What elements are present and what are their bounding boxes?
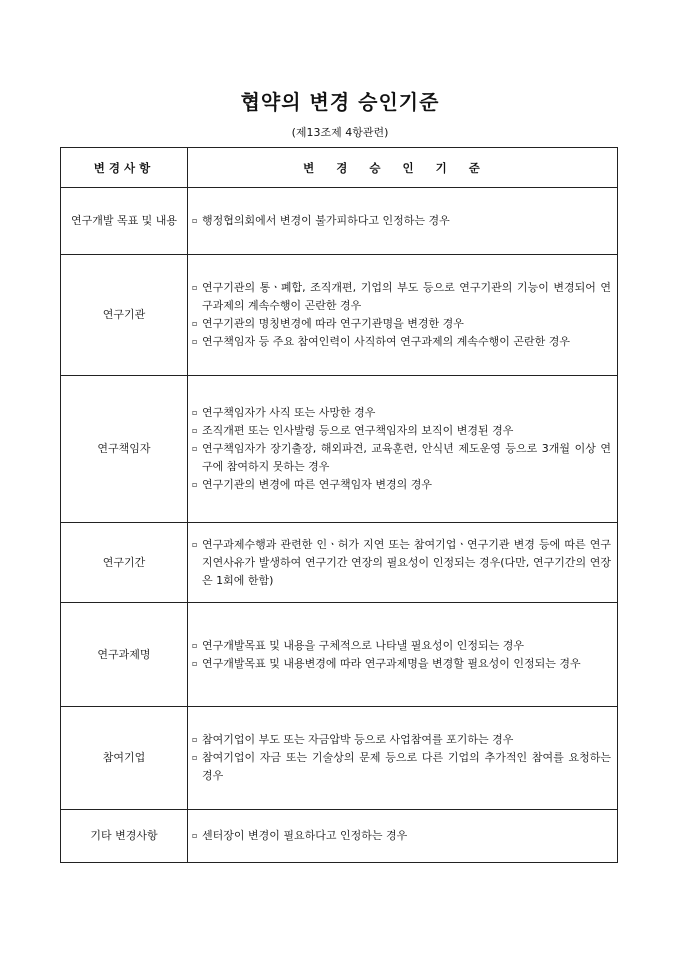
- row-standard: [188, 376, 618, 523]
- row-standard: [188, 523, 618, 603]
- row-standard: [188, 603, 618, 707]
- page-subtitle: (제13조제 4항관련): [291, 126, 389, 139]
- row-standard: [188, 188, 618, 255]
- row-category: 연구개발 목표 및 내용: [61, 188, 188, 255]
- table-header-row: [61, 148, 618, 188]
- criteria-item: ▫ 연구책임자가 사직 또는 사망한 경우: [192, 404, 611, 422]
- row-standard: [188, 810, 618, 863]
- row-standard: [188, 255, 618, 376]
- criteria-item: ▫ 연구개발목표 및 내용을 구체적으로 나타낼 필요성이 인정되는 경우: [192, 637, 611, 655]
- criteria-item: ▫ 연구기관의 변경에 따른 연구책임자 변경의 경우: [192, 476, 611, 494]
- criteria-item: ▫ 연구책임자 등 주요 참여인력이 사직하여 연구과제의 계속수행이 곤란한 경우: [192, 333, 611, 351]
- criteria-item: ▫ 조직개편 또는 인사발령 등으로 연구책임자의 보직이 변경된 경우: [192, 422, 611, 440]
- criteria-item: ▫ 연구기관의 통ㆍ폐합, 조직개편, 기업의 부도 등으로 연구기관의 기능이 변경되어 연구과제의 계속수행이 곤란한 경우: [192, 279, 611, 315]
- criteria-item: ▫ 연구기관의 명칭변경에 따라 연구기관명을 변경한 경우: [192, 315, 611, 333]
- criteria-item: ▫ 행정협의회에서 변경이 불가피하다고 인정하는 경우: [192, 212, 611, 230]
- page-title: 협약의 변경 승인기준: [240, 90, 440, 114]
- header-category: 변경사항: [61, 148, 188, 188]
- table-row: [61, 523, 618, 603]
- row-category: 참여기업: [61, 707, 188, 810]
- row-category: 기타 변경사항: [61, 810, 188, 863]
- table-row: [61, 707, 618, 810]
- criteria-item: ▫ 연구과제수행과 관련한 인ㆍ허가 지연 또는 참여기업ㆍ연구기관 변경 등에 따른 연구지연사유가 발생하여 연구기간 연장의 필요성이 인정되는 경우(다만, 연구기간의 연장은 1회에 한함): [192, 536, 611, 590]
- row-category: 연구기간: [61, 523, 188, 603]
- table-row: [61, 255, 618, 376]
- criteria-item: ▫ 참여기업이 부도 또는 자금압박 등으로 사업참여를 포기하는 경우: [192, 731, 611, 749]
- criteria-item: ▫ 연구책임자가 장기출장, 해외파견, 교육훈련, 안식년 제도운영 등으로 3개월 이상 연구에 참여하지 못하는 경우: [192, 440, 611, 476]
- table-row: [61, 603, 618, 707]
- table-row: [61, 376, 618, 523]
- header-standard: 변경승인기준: [188, 148, 618, 188]
- criteria-item: ▫ 참여기업이 자금 또는 기술상의 문제 등으로 다른 기업의 추가적인 참여를 요청하는 경우: [192, 749, 611, 785]
- row-category: 연구과제명: [61, 603, 188, 707]
- criteria-item: ▫ 연구개발목표 및 내용변경에 따라 연구과제명을 변경할 필요성이 인정되는 경우: [192, 655, 611, 673]
- row-category: 연구책임자: [61, 376, 188, 523]
- criteria-item: ▫ 센터장이 변경이 필요하다고 인정하는 경우: [192, 827, 611, 845]
- row-standard: [188, 707, 618, 810]
- table-row: [61, 810, 618, 863]
- row-category: 연구기관: [61, 255, 188, 376]
- table-row: [61, 188, 618, 255]
- approval-criteria-table: [60, 147, 618, 863]
